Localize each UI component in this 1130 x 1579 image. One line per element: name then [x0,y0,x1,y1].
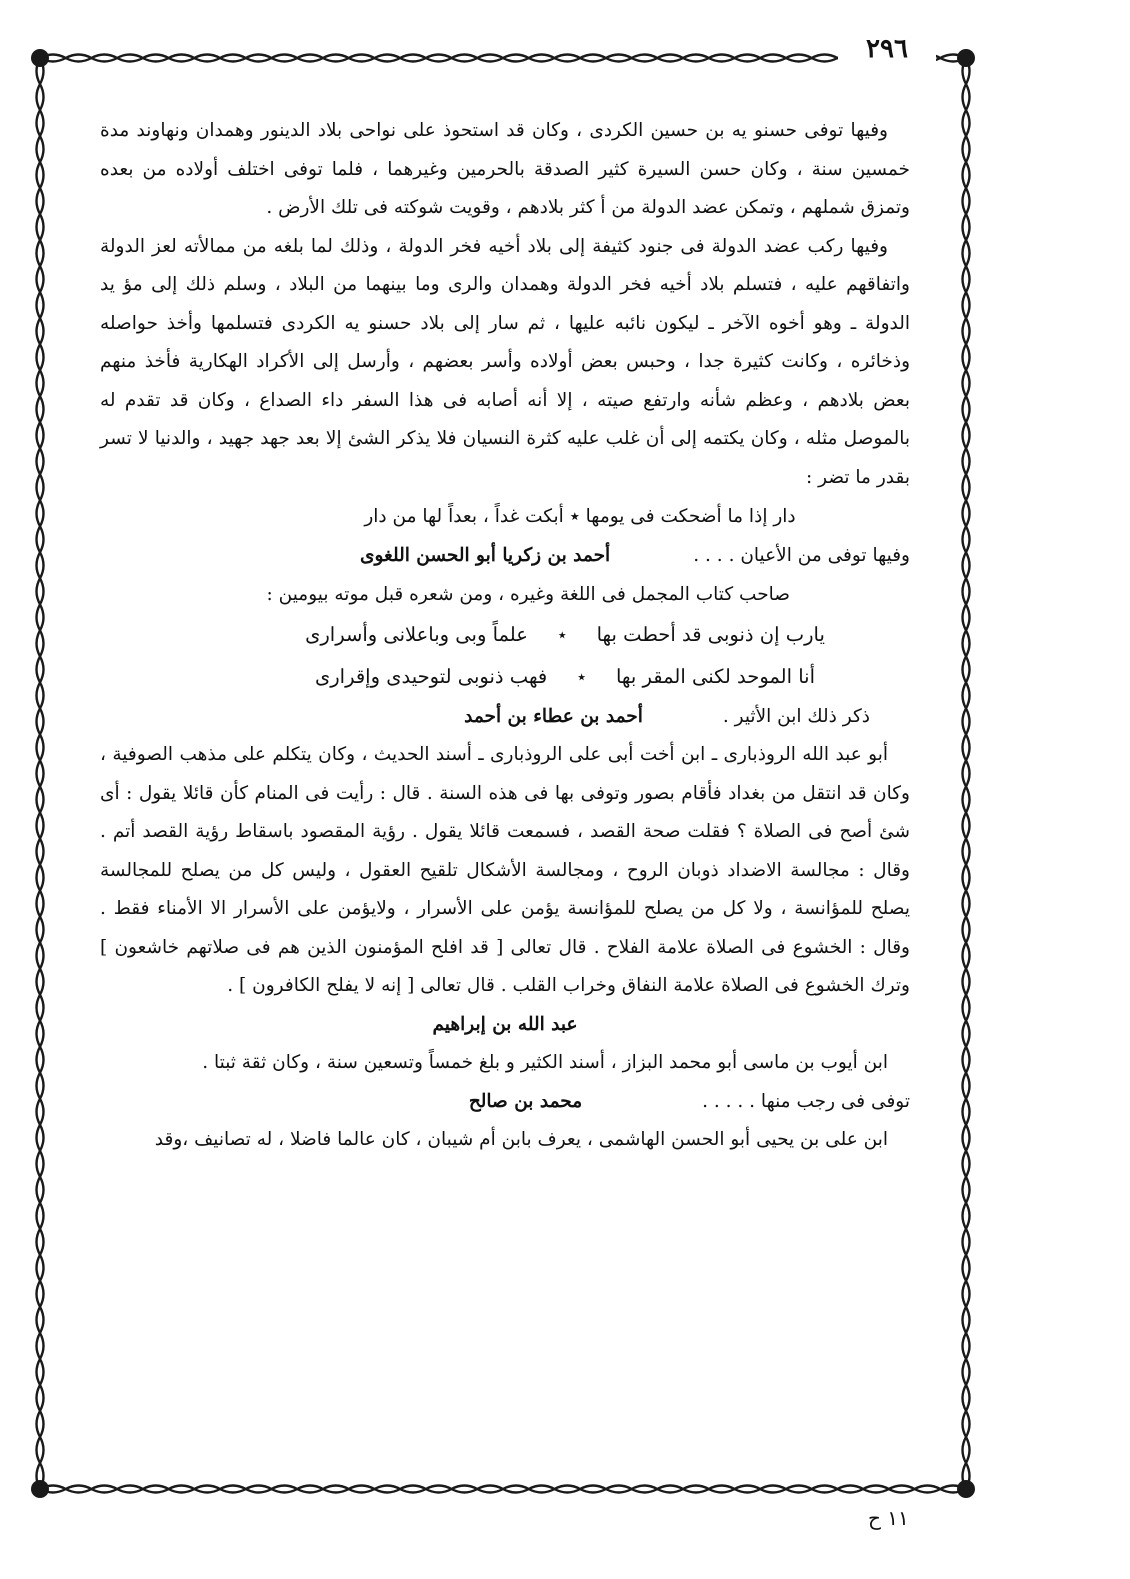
paragraph-biography: ابن على بن يحيى أبو الحسن الهاشمى ، يعرف بابن أم شيبان ، كان عالما فاضلا ، له تصانيف ،وقد [154,1129,888,1150]
page-body [100,112,910,1160]
star-separator: ٭ [557,624,567,644]
page-number: ٢٩٦ [838,32,936,66]
death-date: توفى فى رجب منها . . . . . [702,1090,910,1112]
biography-name: أحمد بن عطاء بن أحمد [464,705,643,727]
verse-hemistich: أنا الموحد لكنى المقر بها [615,664,816,688]
paragraph-biography: أبو عبد الله الروذبارى ـ ابن أخت أبى على الروذبارى ـ أسند الحديث ، وكان يتكلم على مذهب الصوفية ، وكان قد انتقل من بغداد فأقام بصور وتوفى بها فى هذه السنة . قال : رأيت فى المنام كأن قائلا يقول : أى شئ أصح فى الصلاة ؟ فقلت صحة القصد ، فسمعت قائلا يقول . رؤية المقصود باسقاط رؤية القصد أتم . وقال : مجالسة الاضداد ذوبان الروح ، ومجالسة الأشكال تلقيح العقول ، وليس كل من يصلح للمجالسة يصلح للمؤانسة ، ولا كل من يصلح للمؤانسة يؤمن على الأسرار ، ولايؤمن على الأسرار الا الأمناء فقط . وقال : الخشوع فى الصلاة علامة الفلاح . قال تعالى [ قد افلح المؤمنون الذين هم فى صلاتهم خاشعون ] وترك الخشوع فى الصلاة علامة النفاق وخراب القلب . قال تعالى [ إنه لا يفلح الكافرون ] . [100,744,910,996]
verse-hemistich: فهب ذنوبى لتوحيدى وإقرارى [314,664,548,688]
biography-name: أحمد بن زكريا أبو الحسن اللغوى [360,545,611,566]
source-note: ذكر ذلك ابن الأثير . [722,705,870,727]
deaths-intro: وفيها توفى من الأعيان . . . . [693,545,910,566]
verse-couplet [100,656,910,698]
paragraph-campaign: وفيها ركب عضد الدولة فى جنود كثيفة إلى بلاد أخيه فخر الدولة ، وذلك لما بلغه من ممالأته لعز الدولة واتفاقهم عليه ، فتسلم بلاد أخيه فخر الدولة وهمدان والرى وما بينهما من البلاد ، وسلم ذلك إلى مؤ يد الدولة ـ وهو أخوه الآخر ـ ليكون نائبه عليها ، ثم سار إلى بلاد حسنو يه الكردى فتسلمها وأخذ حواصله وذخائره ، وكانت كثيرة جدا ، وحبس بعض أولاده وأسر بعضهم ، وأرسل إلى الأكراد الهكارية فأخذ منهم بعض بلادهم ، وعظم شأنه وارتفع صيته ، إلا أنه أصابه فى هذا السفر داء الصداع ، وكان قد تقدم له بالموصل مثله ، وكان يكتمه إلى أن غلب عليه كثرة النسيان فلا يذكر الشئ إلا بعد جهد جهيد ، والدنيا لا تسر بقدر ما تضر : [100,235,910,488]
paragraph-biography: ابن أيوب بن ماسى أبو محمد البزاز ، أسند الكثير و بلغ خمساً وتسعين سنة ، وكان ثقة ثبتا . [202,1052,888,1073]
verse-hemistich: علماً وبى وباعلانى وأسرارى [305,622,528,646]
deaths-heading-row [100,537,910,576]
verse-line: دار إذا ما أضحكت فى يومها ٭ أبكت غداً ، بعداً لها من دار [364,506,796,527]
death-date-row [100,1083,910,1122]
sheet-mark: ١١ ح [868,1506,909,1530]
biography-intro: صاحب كتاب المجمل فى اللغة وغيره ، ومن شعره قبل موته بيومين : [266,583,790,605]
source-row [100,698,910,737]
verse-hemistich: يارب إن ذنوبى قد أحطت بها [596,622,825,646]
verse-couplet [100,614,910,656]
biography-name: محمد بن صالح [468,1090,583,1112]
biography-name: عبد الله بن إبراهيم [432,1013,578,1035]
paragraph-death-hasnawayh: وفيها توفى حسنو يه بن حسين الكردى ، وكان قد استحوذ على نواحى بلاد الدينور وهمدان ونهاوند مدة خمسين سنة ، وكان حسن السيرة كثير الصدقة بالحرمين وغيرهما ، فلما توفى اختلف أولاده من بعده وتمزق شملهم ، وتمكن عضد الدولة من أ كثر بلادهم ، وقويت شوكته فى تلك الأرض . [100,120,910,218]
star-separator: ٭ [577,666,586,686]
